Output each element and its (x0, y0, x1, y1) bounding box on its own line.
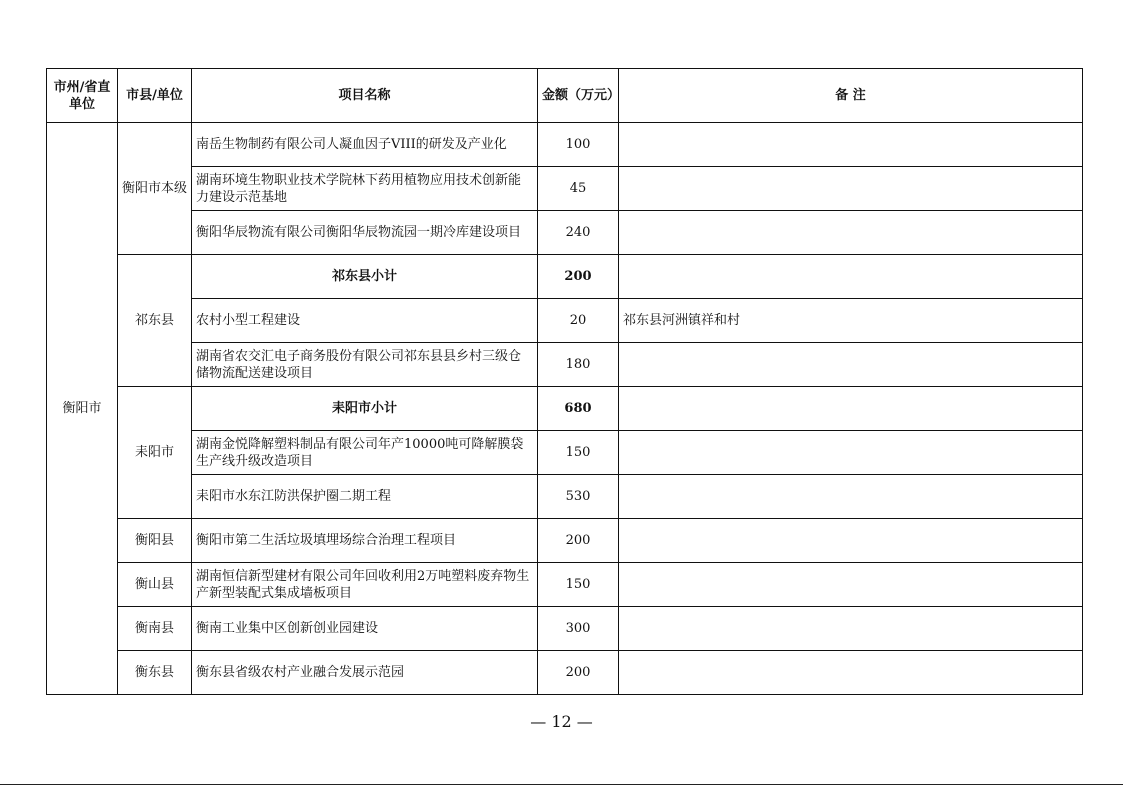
header-project: 项目名称 (192, 69, 538, 123)
amount-value: 180 (538, 343, 619, 387)
county-cell: 衡南县 (118, 607, 192, 651)
amount-value: 530 (538, 475, 619, 519)
subtotal-amount: 680 (538, 387, 619, 431)
note-value (619, 343, 1083, 387)
table-row (47, 431, 1083, 475)
county-cell: 祁东县 (118, 255, 192, 387)
table-row (47, 651, 1083, 695)
note-value (619, 475, 1083, 519)
project-name: 南岳生物制药有限公司人凝血因子VIII的研发及产业化 (192, 123, 538, 167)
table-row (47, 123, 1083, 167)
table-body (47, 123, 1083, 695)
table-row (47, 343, 1083, 387)
amount-value: 100 (538, 123, 619, 167)
city-cell: 衡阳市 (47, 123, 118, 695)
amount-value: 20 (538, 299, 619, 343)
note-value (619, 123, 1083, 167)
note-value (619, 255, 1083, 299)
amount-value: 200 (538, 519, 619, 563)
subtotal-row (47, 387, 1083, 431)
note-value (619, 167, 1083, 211)
amount-value: 200 (538, 651, 619, 695)
header-city: 市州/省直单位 (47, 69, 118, 123)
table-row (47, 211, 1083, 255)
project-name: 衡南工业集中区创新创业园建设 (192, 607, 538, 651)
note-value: 祁东县河洲镇祥和村 (619, 299, 1083, 343)
note-value (619, 651, 1083, 695)
project-name: 湖南金悦降解塑料制品有限公司年产10000吨可降解膜袋生产线升级改造项目 (192, 431, 538, 475)
amount-value: 150 (538, 431, 619, 475)
project-name: 衡东县省级农村产业融合发展示范园 (192, 651, 538, 695)
subtotal-label: 耒阳市小计 (192, 387, 538, 431)
table-row (47, 475, 1083, 519)
county-cell: 耒阳市 (118, 387, 192, 519)
note-value (619, 607, 1083, 651)
table-header-row (47, 69, 1083, 123)
amount-value: 300 (538, 607, 619, 651)
funding-table (46, 68, 1083, 695)
header-county: 市县/单位 (118, 69, 192, 123)
project-name: 农村小型工程建设 (192, 299, 538, 343)
amount-value: 45 (538, 167, 619, 211)
note-value (619, 563, 1083, 607)
amount-value: 240 (538, 211, 619, 255)
project-name: 耒阳市水东江防洪保护圈二期工程 (192, 475, 538, 519)
subtotal-label: 祁东县小计 (192, 255, 538, 299)
project-name: 湖南恒信新型建材有限公司年回收利用2万吨塑料废弃物生产新型装配式集成墙板项目 (192, 563, 538, 607)
note-value (619, 519, 1083, 563)
project-name: 衡阳华辰物流有限公司衡阳华辰物流园一期冷库建设项目 (192, 211, 538, 255)
note-value (619, 211, 1083, 255)
header-amount: 金额（万元） (538, 69, 619, 123)
table-row (47, 563, 1083, 607)
table-row (47, 167, 1083, 211)
page-number: — 12 — (530, 712, 593, 731)
county-cell: 衡阳市本级 (118, 123, 192, 255)
page-bottom-divider (0, 784, 1123, 785)
amount-value: 150 (538, 563, 619, 607)
subtotal-row (47, 255, 1083, 299)
table-row (47, 607, 1083, 651)
project-name: 衡阳市第二生活垃圾填埋场综合治理工程项目 (192, 519, 538, 563)
county-cell: 衡山县 (118, 563, 192, 607)
subtotal-amount: 200 (538, 255, 619, 299)
county-cell: 衡阳县 (118, 519, 192, 563)
note-value (619, 431, 1083, 475)
table-row (47, 519, 1083, 563)
header-note: 备 注 (619, 69, 1083, 123)
county-cell: 衡东县 (118, 651, 192, 695)
project-name: 湖南环境生物职业技术学院林下药用植物应用技术创新能力建设示范基地 (192, 167, 538, 211)
note-value (619, 387, 1083, 431)
project-name: 湖南省农交汇电子商务股份有限公司祁东县县乡村三级仓储物流配送建设项目 (192, 343, 538, 387)
table-row (47, 299, 1083, 343)
